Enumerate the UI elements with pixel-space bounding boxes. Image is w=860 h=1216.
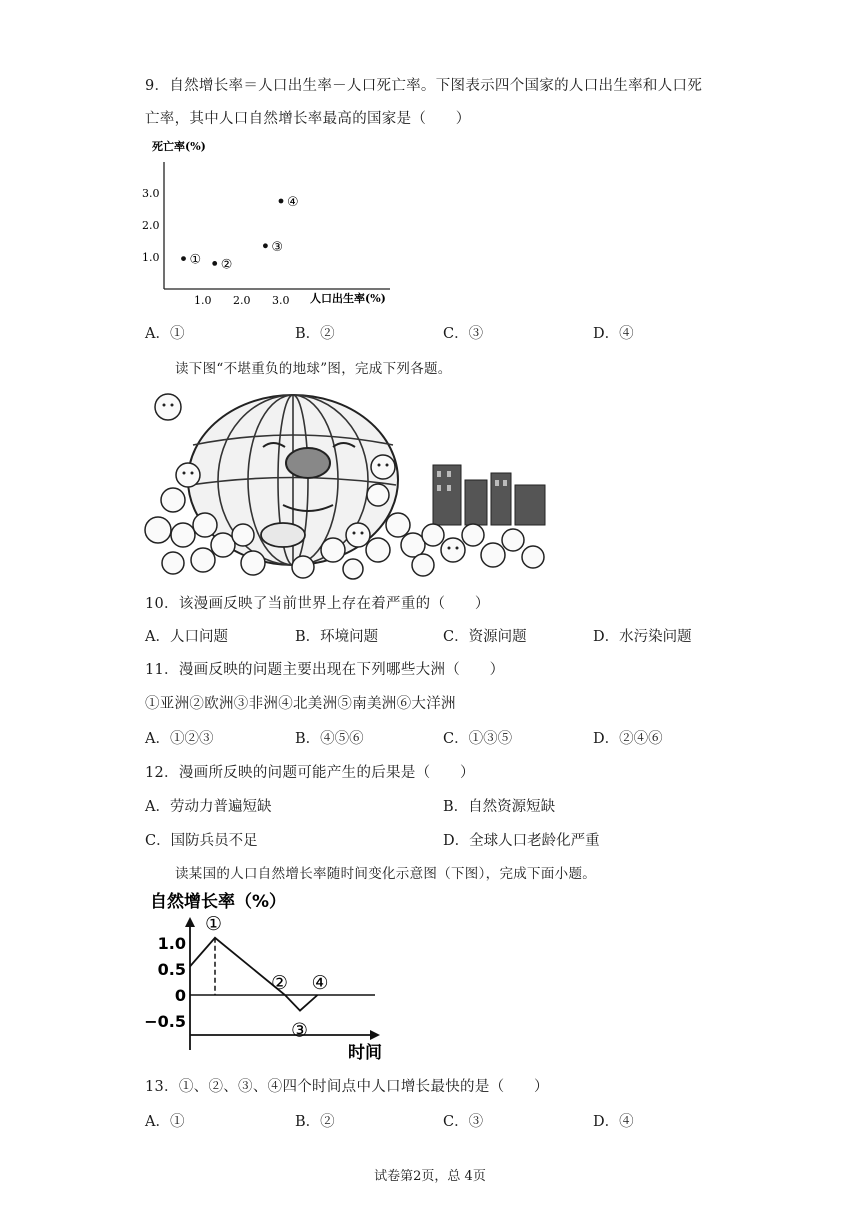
- q13-option-a[interactable]: A．①: [145, 1114, 185, 1130]
- scatter-chart-birth-death: [140, 132, 400, 310]
- q10-option-d[interactable]: D．水污染问题: [593, 629, 692, 645]
- x-tick-label: 2.0: [233, 294, 251, 307]
- y-axis-label: 自然增长率（%）: [150, 892, 287, 912]
- q12-option-b[interactable]: B．自然资源短缺: [443, 799, 556, 815]
- x-tick-label: 1.0: [194, 294, 212, 307]
- q9-option-d[interactable]: D．④: [593, 326, 634, 342]
- data-point: [212, 261, 217, 266]
- q11-stem: 11．漫画反映的问题主要出现在下列哪些大洲（ ）: [145, 662, 505, 678]
- q13-option-d[interactable]: D．④: [593, 1114, 634, 1130]
- q11-continent-list: ①亚洲②欧洲③非洲④北美洲⑤南美洲⑥大洋洲: [145, 696, 456, 712]
- growth-rate-line-chart: [140, 885, 410, 1065]
- time-point-label: ②: [271, 972, 289, 994]
- q10-stem: 10．该漫画反映了当前世界上存在着严重的（ ）: [145, 596, 490, 612]
- q10-option-b[interactable]: B．环境问题: [295, 629, 379, 645]
- q10-option-a[interactable]: A．人口问题: [145, 629, 228, 645]
- time-point-label: ③: [291, 1019, 309, 1042]
- q12-option-a[interactable]: A．劳动力普遍短缺: [145, 799, 272, 815]
- data-point-label: ③: [271, 239, 284, 255]
- q13-option-c[interactable]: C．③: [443, 1114, 484, 1130]
- data-point-label: ④: [287, 195, 299, 210]
- data-point: [181, 256, 186, 261]
- q9-stem-line2: 亡率，其中人口自然增长率最高的国家是（ ）: [145, 111, 471, 127]
- growth-rate-line: [190, 938, 318, 1011]
- q9-option-a[interactable]: A．①: [145, 326, 185, 342]
- y-tick-label: 0: [174, 986, 186, 1005]
- q11-option-b[interactable]: B．④⑤⑥: [295, 731, 364, 747]
- time-axis-arrow: [370, 1030, 380, 1040]
- y-tick-label: −0.5: [144, 1012, 186, 1031]
- x-axis-label: 人口出生率(%): [310, 292, 386, 305]
- data-point: [279, 199, 284, 204]
- q9-option-c[interactable]: C．③: [443, 326, 484, 342]
- y-tick-label: 1.0: [157, 934, 186, 953]
- y-tick-label: 1.0: [142, 251, 160, 264]
- q13-option-b[interactable]: B．②: [295, 1114, 335, 1130]
- q12-stem: 12．漫画所反映的问题可能产生的后果是（ ）: [145, 765, 475, 781]
- page-footer: 试卷第2页，总 4页: [374, 1169, 486, 1184]
- q9-option-b[interactable]: B．②: [295, 326, 335, 342]
- y-tick-label: 3.0: [142, 187, 160, 200]
- y-tick-label: 0.5: [157, 960, 186, 979]
- q9-stem-line1: 9．自然增长率＝人口出生率－人口死亡率。下图表示四个国家的人口出生率和人口死: [145, 78, 703, 94]
- q10-option-c[interactable]: C．资源问题: [443, 629, 527, 645]
- data-point: [263, 243, 268, 248]
- q13-stem: 13．①、②、③、④四个时间点中人口增长最快的是（ ）: [145, 1079, 549, 1095]
- q12-option-c[interactable]: C．国防兵员不足: [145, 833, 258, 849]
- q11-option-a[interactable]: A．①②③: [145, 731, 214, 747]
- y-axis-label: 死亡率(%): [152, 140, 206, 153]
- q11-option-c[interactable]: C．①③⑤: [443, 731, 513, 747]
- x-axis-label: 时间: [348, 1043, 382, 1063]
- y-tick-label: 2.0: [142, 219, 160, 232]
- cartoon-intro: 读下图“不堪重负的地球”图，完成下列各题。: [175, 361, 452, 377]
- q12-option-d[interactable]: D．全球人口老龄化严重: [443, 833, 600, 849]
- y-axis-arrow: [185, 917, 195, 927]
- chart2-intro: 读某国的人口自然增长率随时间变化示意图（下图），完成下面小题。: [175, 866, 597, 882]
- q11-option-d[interactable]: D．②④⑥: [593, 731, 663, 747]
- data-point-label: ②: [220, 257, 233, 273]
- data-point-label: ①: [189, 252, 202, 268]
- time-point-label: ④: [311, 972, 329, 994]
- x-tick-label: 3.0: [272, 294, 290, 307]
- time-point-label: ①: [205, 912, 223, 935]
- overloaded-earth-cartoon: [143, 385, 553, 580]
